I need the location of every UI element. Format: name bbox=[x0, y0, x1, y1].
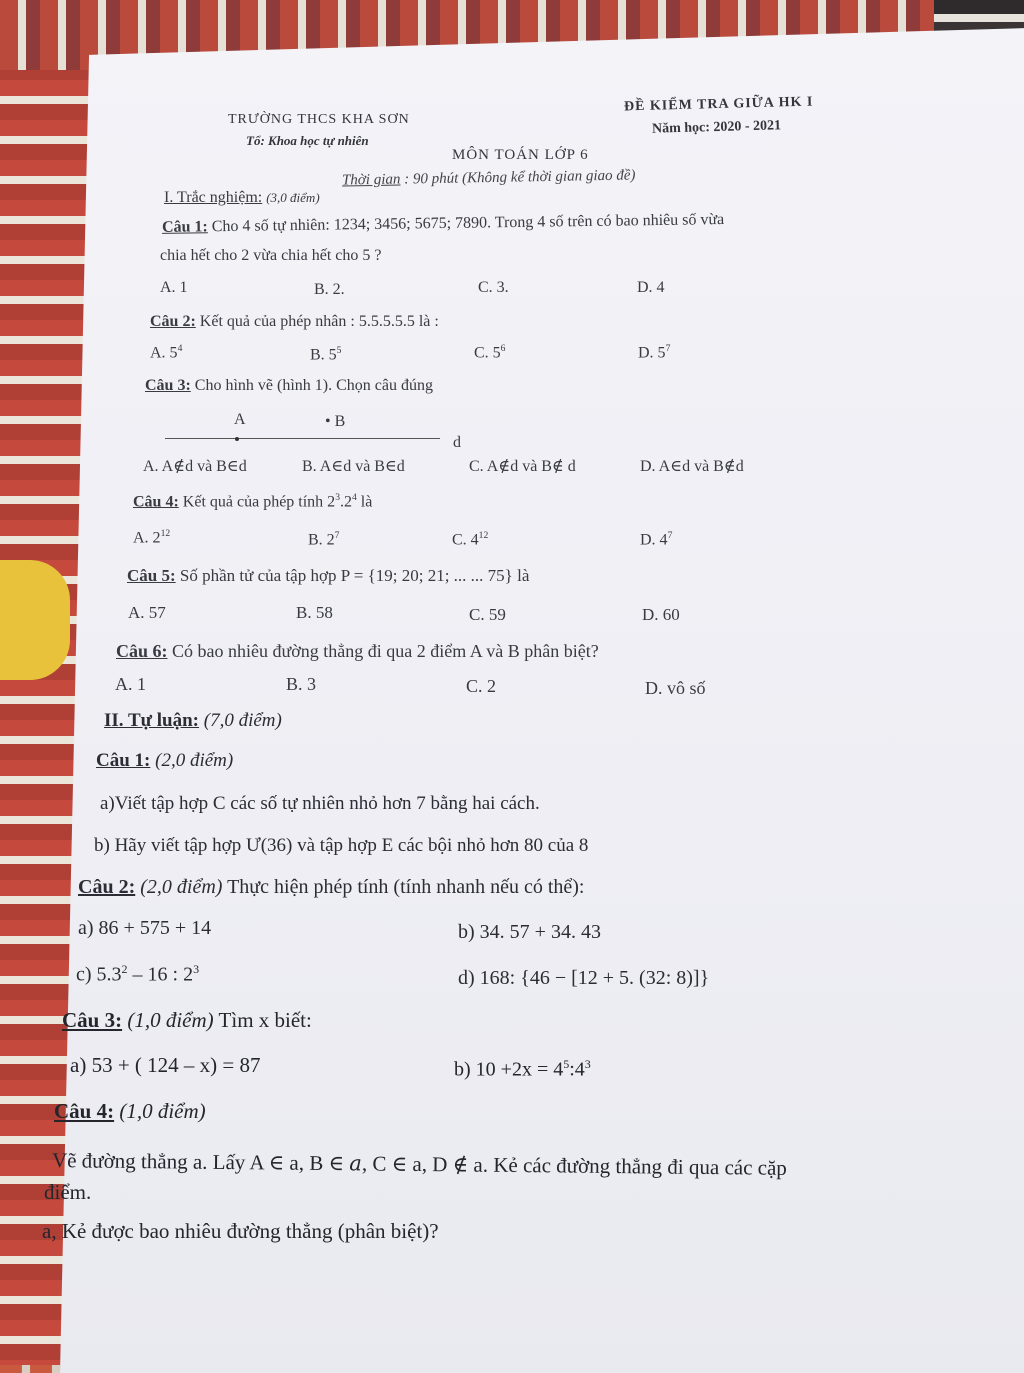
p1-q5-stem: Số phần tử của tập hợp P = {19; 20; 21; ... ... 75} là bbox=[179, 566, 530, 585]
p2-q2-label: Câu 2: bbox=[78, 876, 136, 898]
p1-q3-option-d: D. A∈d và B∉d bbox=[640, 458, 744, 475]
p1-q2-option-a bbox=[150, 343, 182, 362]
p2-q3-part-a: a) 53 + ( 124 – x) = 87 bbox=[70, 1053, 261, 1077]
figure-point-a-label: A bbox=[234, 411, 246, 428]
p2-q3-part-b bbox=[454, 1057, 591, 1082]
p1-q4-post: là bbox=[356, 493, 373, 511]
p1-q6-text bbox=[116, 641, 599, 662]
p1-q1-option-c: C. 3. bbox=[478, 279, 509, 296]
p2-q2-heading bbox=[78, 876, 585, 899]
p1-q4-c-exp: 12 bbox=[478, 530, 489, 541]
p2-q1-part-b: b) Hãy viết tập hợp Ư(36) và tập hợp E các bội nhỏ hơn 80 của 8 bbox=[94, 835, 589, 856]
p1-q5-option-a: A. 57 bbox=[128, 603, 166, 622]
p1-q3-option-a: A. A∉d và B∈d bbox=[143, 458, 247, 475]
p2-q4-label: Câu 4: bbox=[54, 1099, 115, 1123]
p1-q4-exp2: 4 bbox=[351, 492, 357, 503]
p2-q1-heading bbox=[96, 750, 233, 772]
p2-q3-stem: Tìm x biết: bbox=[218, 1008, 312, 1032]
part2-heading bbox=[104, 710, 282, 732]
p1-q4-option-a bbox=[133, 528, 170, 547]
p2-q2-stem: Thực hiện phép tính (tính nhanh nếu có thể): bbox=[227, 876, 585, 898]
p2-q4-points: (1,0 điểm) bbox=[119, 1099, 206, 1123]
p1-q6-option-c: C. 2 bbox=[466, 676, 497, 696]
p2-q4-heading bbox=[54, 1099, 206, 1124]
p2-q2-part-a: a) 86 + 575 + 14 bbox=[78, 917, 212, 939]
figure-point-a bbox=[235, 437, 239, 441]
p1-q4-exp1: 3 bbox=[335, 492, 340, 503]
p2-q3-b-pre: b) 10 +2x = 4 bbox=[454, 1058, 564, 1081]
p1-q4-a-base: A. 2 bbox=[133, 529, 161, 547]
p1-q4-option-d bbox=[640, 530, 672, 549]
p1-q4-option-c bbox=[452, 530, 488, 549]
p2-q4-stem: Vẽ đường thẳng a. Lấy A ∈ a, B ∈ 𝑎, C ∈ a, D ∉ a. Kẻ các đường thẳng đi qua các cặp bbox=[51, 1148, 788, 1180]
p1-q4-b-exp: 7 bbox=[334, 530, 340, 541]
part1-title: I. Trắc nghiệm: bbox=[164, 189, 263, 206]
p1-q2-label: Câu 2: bbox=[150, 313, 196, 330]
p2-q3-b-exp1: 5 bbox=[563, 1057, 570, 1071]
p1-q3-label: Câu 3: bbox=[145, 377, 191, 394]
p2-q2-c-exp1: 2 bbox=[121, 962, 128, 976]
part1-points: (3,0 điểm) bbox=[266, 190, 320, 205]
part1-heading bbox=[164, 189, 320, 207]
p1-q2-option-c bbox=[474, 343, 505, 362]
p1-q4-c-base: C. 4 bbox=[452, 531, 479, 549]
p1-q2-stem: Kết quả của phép nhân : 5.5.5.5.5 là : bbox=[199, 313, 439, 330]
figure-line-d bbox=[165, 438, 440, 439]
p2-q1-label: Câu 1: bbox=[96, 750, 151, 771]
p1-q4-d-exp: 7 bbox=[667, 530, 673, 541]
part2-points: (7,0 điểm) bbox=[203, 710, 282, 731]
p2-q3-b-mid: :4 bbox=[569, 1058, 585, 1081]
p1-q2-text bbox=[150, 313, 439, 331]
p2-q2-c-mid: – 16 : 2 bbox=[127, 963, 194, 986]
p2-q1-part-a: a)Viết tập hợp C các số tự nhiên nhỏ hơn 7 bằng hai cách. bbox=[100, 793, 540, 814]
p1-q3-option-b: B. A∈d và B∈d bbox=[302, 458, 405, 475]
p2-q4-stem2: điểm. bbox=[44, 1180, 92, 1204]
p1-q5-text bbox=[127, 566, 529, 586]
p1-q1-stem: Cho 4 số tự nhiên: 1234; 3456; 5675; 7890. Trong 4 số trên có bao nhiêu số vừa bbox=[211, 211, 725, 236]
p1-q2-a-exp: 4 bbox=[177, 343, 183, 354]
p2-q2-points: (2,0 điểm) bbox=[140, 876, 223, 898]
p1-q4-label: Câu 4: bbox=[133, 493, 179, 511]
p1-q4-stem: Kết quả của phép tính 2 bbox=[182, 493, 336, 511]
p1-q1-label: Câu 1: bbox=[161, 218, 208, 236]
p1-q2-d-exp: 7 bbox=[665, 343, 671, 354]
p1-q2-c-base: C. 5 bbox=[474, 344, 501, 362]
p1-q6-option-d: D. vô số bbox=[645, 678, 706, 698]
p2-q3-label: Câu 3: bbox=[62, 1008, 123, 1032]
exam-title: ĐỀ KIỂM TRA GIỮA HK I bbox=[623, 94, 814, 115]
p1-q4-text bbox=[133, 492, 372, 511]
p2-q1-points: (2,0 điểm) bbox=[155, 750, 234, 771]
department: Tổ: Khoa học tự nhiên bbox=[246, 133, 369, 148]
p2-q2-c-pre: c) 5.3 bbox=[76, 963, 122, 986]
p1-q2-b-exp: 5 bbox=[336, 345, 342, 356]
p1-q4-option-b bbox=[308, 530, 339, 549]
time-label: Thời gian bbox=[341, 171, 401, 189]
p1-q6-option-a: A. 1 bbox=[115, 674, 146, 694]
p1-q2-b-base: B. 5 bbox=[310, 346, 337, 364]
p1-q5-option-c: C. 59 bbox=[469, 605, 506, 624]
p1-q6-stem: Có bao nhiêu đường thẳng đi qua 2 điểm A và B phân biệt? bbox=[172, 641, 599, 661]
p1-q2-a-base: A. 5 bbox=[150, 344, 178, 362]
p1-q5-label: Câu 5: bbox=[127, 566, 176, 585]
p1-q4-b-base: B. 2 bbox=[308, 531, 335, 549]
p1-q3-text bbox=[145, 377, 433, 395]
p1-q4-a-exp: 12 bbox=[160, 528, 171, 539]
p1-q4-mid: .2 bbox=[339, 493, 352, 511]
figure-point-b-label: • B bbox=[325, 413, 346, 430]
p1-q2-option-b bbox=[310, 345, 341, 364]
p2-q2-c-exp2: 3 bbox=[193, 962, 200, 976]
p2-q3-points: (1,0 điểm) bbox=[127, 1008, 214, 1032]
p1-q1-option-d: D. 4 bbox=[637, 279, 665, 296]
p2-q3-b-exp2: 3 bbox=[584, 1057, 591, 1071]
p1-q2-c-exp: 6 bbox=[500, 343, 506, 354]
p2-q2-part-d: d) 168: {46 − [12 + 5. (32: 8)]} bbox=[458, 967, 710, 989]
p2-q3-heading bbox=[62, 1008, 312, 1033]
p1-q6-option-b: B. 3 bbox=[286, 674, 317, 694]
yellow-object bbox=[0, 560, 70, 680]
p1-q2-option-d bbox=[638, 343, 670, 362]
p1-q3-option-c: C. A∉d và B∉ d bbox=[469, 458, 576, 475]
p1-q4-d-base: D. 4 bbox=[640, 531, 668, 549]
school-name: TRƯỜNG THCS KHA SƠN bbox=[228, 112, 410, 127]
p1-q1-option-b: B. 2. bbox=[314, 281, 345, 298]
p2-q2-part-c bbox=[76, 962, 199, 987]
p1-q3-stem: Cho hình vẽ (hình 1). Chọn câu đúng bbox=[194, 377, 433, 394]
time-text: : 90 phút (Không kể thời gian giao đề) bbox=[404, 167, 636, 188]
figure-line-d-label: d bbox=[453, 434, 461, 451]
subject-title: MÔN TOÁN LỚP 6 bbox=[452, 147, 589, 163]
p2-q4-part-a: a, Kẻ được bao nhiêu đường thẳng (phân biệt)? bbox=[42, 1219, 439, 1243]
p1-q5-option-d: D. 60 bbox=[642, 605, 680, 624]
p1-q6-label: Câu 6: bbox=[116, 641, 168, 661]
p1-q1-stem2: chia hết cho 2 vừa chia hết cho 5 ? bbox=[160, 247, 382, 264]
part2-title: II. Tự luận: bbox=[104, 710, 200, 731]
p1-q2-d-base: D. 5 bbox=[638, 344, 666, 362]
school-year: Năm học: 2020 - 2021 bbox=[651, 118, 782, 137]
p2-q2-part-b: b) 34. 57 + 34. 43 bbox=[458, 921, 601, 943]
p1-q5-option-b: B. 58 bbox=[296, 603, 333, 622]
p1-q1-option-a: A. 1 bbox=[160, 279, 188, 296]
